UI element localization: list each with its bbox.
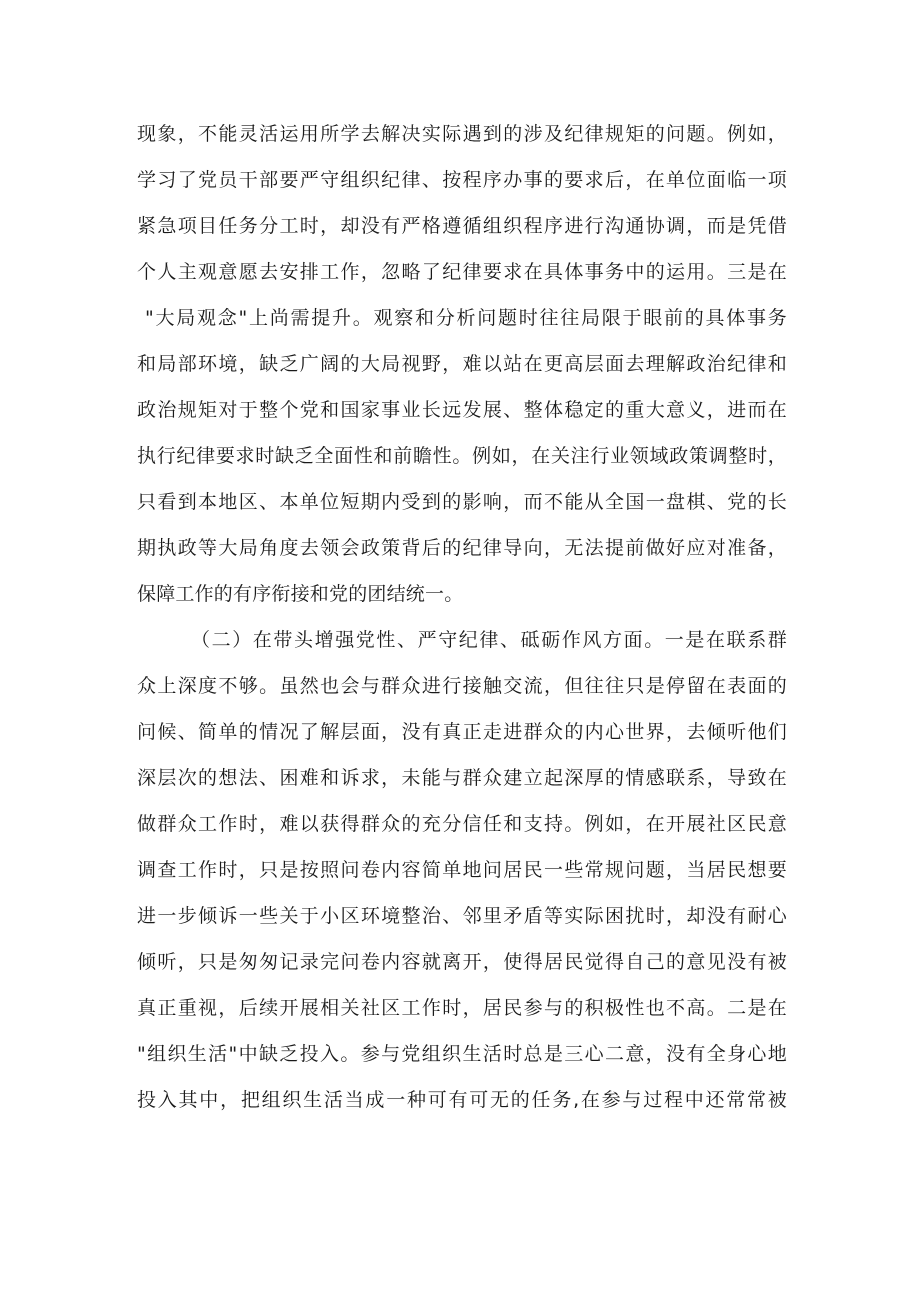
text-line: 和局部环境，缺乏广阔的大局视野，难以站在更高层面去理解政治纪律和 bbox=[137, 353, 787, 375]
text-line: 众上深度不够。虽然也会与群众进行接触交流，但往往只是停留在表面的 bbox=[137, 675, 787, 697]
paragraph-end-line: 保障工作的有序衔接和党的团结统一。 bbox=[137, 583, 464, 605]
text-line: 执行纪律要求时缺乏全面性和前瞻性。例如，在关注行业领域政策调整时， bbox=[137, 445, 787, 467]
text-line: 政治规矩对于整个党和国家事业长远发展、整体稳定的重大意义，进而在 bbox=[137, 399, 787, 421]
text-line: 投入其中，把组织生活当成一种可有可无的任务,在参与过程中还常常被 bbox=[137, 1089, 787, 1111]
text-line: 期执政等大局角度去领会政策背后的纪律导向，无法提前做好应对准备， bbox=[137, 537, 787, 559]
text-line: 倾听，只是匆匆记录完问卷内容就离开，使得居民觉得自己的意见没有被 bbox=[137, 951, 787, 973]
text-line: 问候、简单的情况了解层面，没有真正走进群众的内心世界，去倾听他们 bbox=[137, 721, 787, 743]
section-heading-line: （二）在带头增强党性、严守纪律、砥砺作风方面。一是在联系群 bbox=[191, 629, 787, 651]
text-line: 调查工作时，只是按照问卷内容简单地问居民一些常规问题，当居民想要 bbox=[137, 859, 787, 881]
text-line: 真正重视，后续开展相关社区工作时，居民参与的积极性也不高。二是在 bbox=[137, 997, 787, 1019]
body-text bbox=[137, 111, 787, 1123]
text-line: 个人主观意愿去安排工作，忽略了纪律要求在具体事务中的运用。三是在 bbox=[137, 261, 787, 283]
text-line: 紧急项目任务分工时，却没有严格遵循组织程序进行沟通协调，而是凭借 bbox=[137, 215, 787, 237]
text-line: "组织生活"中缺乏投入。参与党组织生活时总是三心二意，没有全身心地 bbox=[137, 1043, 787, 1065]
text-line: 做群众工作时，难以获得群众的充分信任和支持。例如，在开展社区民意 bbox=[137, 813, 787, 835]
text-line: 现象，不能灵活运用所学去解决实际遇到的涉及纪律规矩的问题。例如， bbox=[137, 123, 787, 145]
text-line: 深层次的想法、困难和诉求，未能与群众建立起深厚的情感联系，导致在 bbox=[137, 767, 787, 789]
text-line: 进一步倾诉一些关于小区环境整治、邻里矛盾等实际困扰时，却没有耐心 bbox=[137, 905, 787, 927]
text-line: 学习了党员干部要严守组织纪律、按程序办事的要求后，在单位面临一项 bbox=[137, 169, 787, 191]
text-line: "大局观念"上尚需提升。观察和分析问题时往往局限于眼前的具体事务 bbox=[145, 307, 787, 329]
text-line: 只看到本地区、本单位短期内受到的影响，而不能从全国一盘棋、党的长 bbox=[137, 491, 787, 513]
